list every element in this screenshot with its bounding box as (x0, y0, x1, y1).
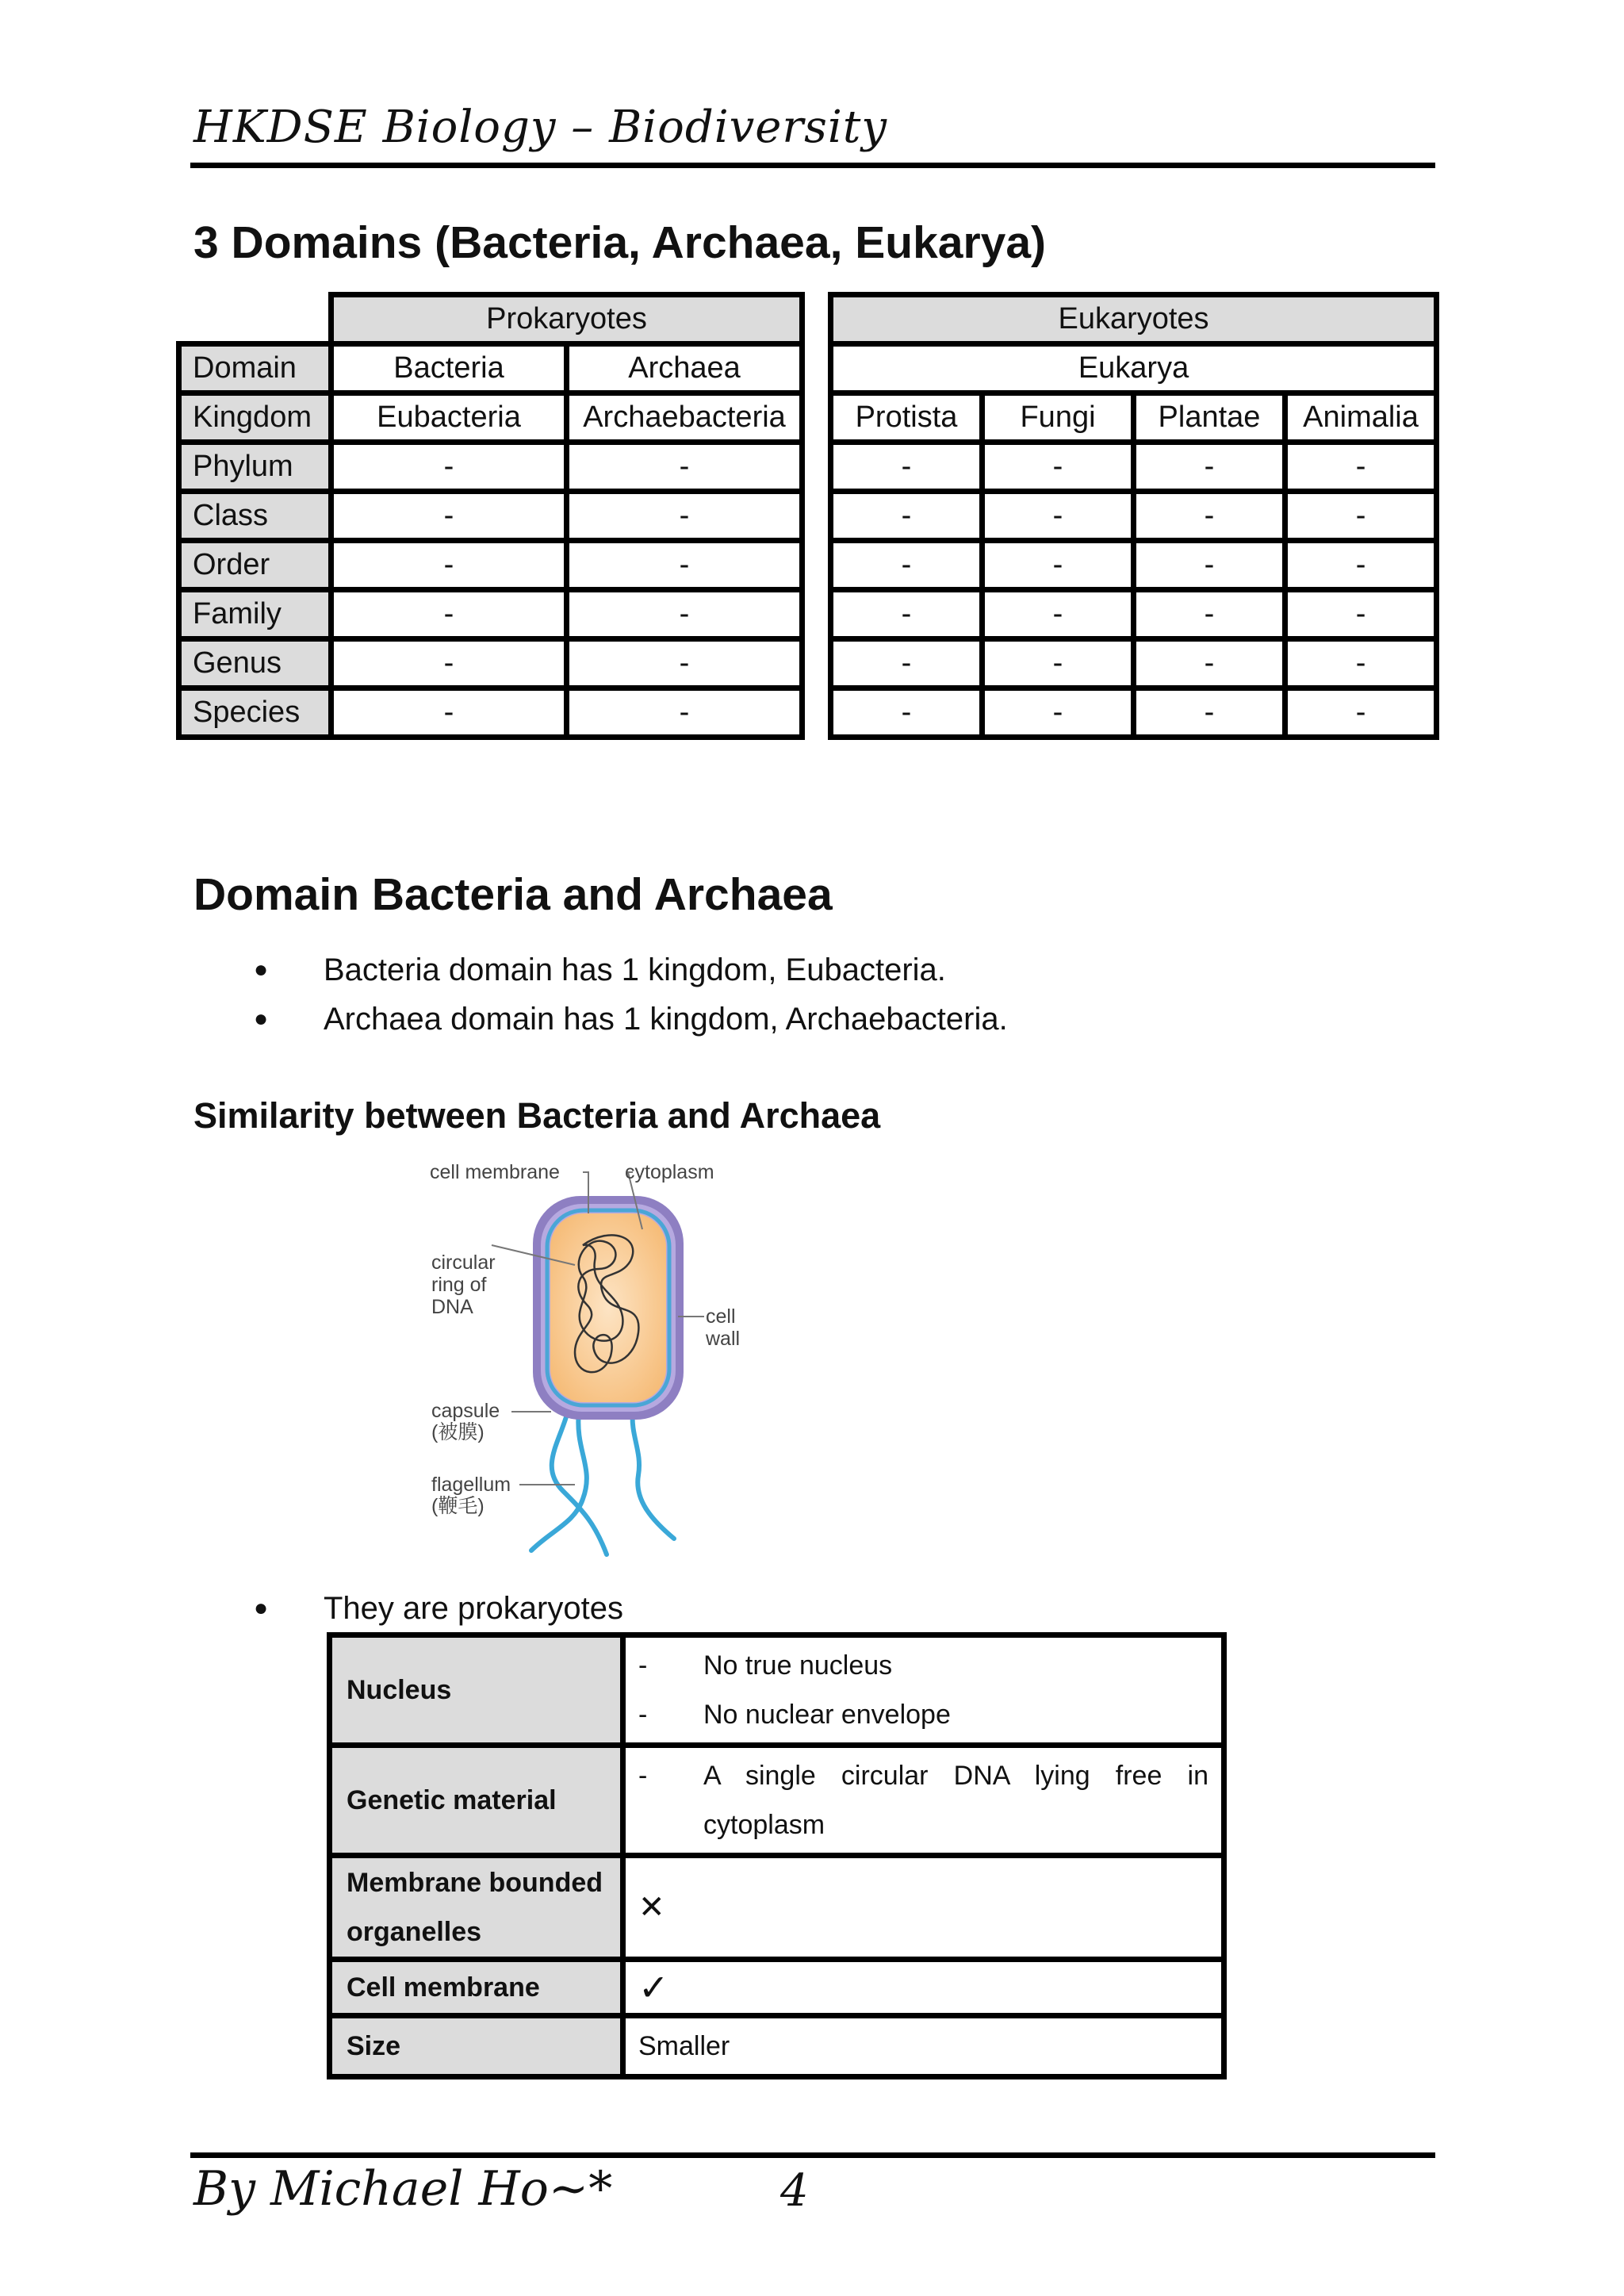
kingdom-cell: Animalia (1285, 393, 1437, 443)
table-cell: - (1285, 688, 1437, 738)
property-label-genetic-material: Genetic material (330, 1746, 623, 1856)
dash-marker: - (638, 1650, 648, 1681)
page-number: 4 (780, 2165, 809, 2217)
table-cell: - (567, 492, 802, 541)
table-row (330, 1960, 1224, 2016)
label-cell: cell (706, 1305, 736, 1328)
table-row (831, 590, 1437, 639)
label-dna: DNA (431, 1296, 473, 1318)
table-row (831, 443, 1437, 492)
table-cell: - (831, 541, 982, 590)
footer-rule (190, 2152, 1435, 2158)
table-cell: - (831, 639, 982, 688)
prokaryote-properties-table (327, 1632, 1227, 2079)
table-cell: - (331, 590, 567, 639)
dash-marker: - (638, 1700, 648, 1730)
property-value-nucleus (623, 1635, 1224, 1746)
label-circular: circular (431, 1251, 496, 1274)
table-row (330, 1856, 1224, 1960)
table-cell: - (567, 590, 802, 639)
label-capsule-zh: (被膜) (431, 1421, 485, 1443)
eukaryote-classification-table (828, 292, 1439, 740)
table-row (179, 541, 802, 590)
check-icon: ✓ (623, 1960, 1224, 2016)
table-cell: - (331, 639, 567, 688)
property-label-cell-membrane: Cell membrane (330, 1960, 623, 2016)
table-cell: Eubacteria (331, 393, 567, 443)
prokaryote-bullet-list (254, 1584, 623, 1633)
group-header-eukaryotes: Eukaryotes (831, 295, 1437, 344)
table-cell: - (567, 443, 802, 492)
table-row (831, 639, 1437, 688)
table-row (179, 492, 802, 541)
table-cell: - (1134, 639, 1285, 688)
table-cell: - (831, 688, 982, 738)
footer-author: By Michael Ho~* (193, 2161, 613, 2217)
rank-label: Species (179, 688, 331, 738)
table-row (831, 688, 1437, 738)
table-row (179, 393, 802, 443)
property-label-organelles (330, 1856, 623, 1960)
table-row (831, 393, 1437, 443)
rank-label: Class (179, 492, 331, 541)
section-heading-similarity: Similarity between Bacteria and Archaea (193, 1095, 881, 1136)
table-cell: - (982, 590, 1134, 639)
cytoplasm-shape (550, 1213, 666, 1402)
header-rule (190, 163, 1435, 168)
table-cell: - (831, 590, 982, 639)
table-cell: - (1134, 492, 1285, 541)
prokaryote-classification-table (176, 292, 805, 740)
table-row (330, 2016, 1224, 2077)
section-heading-bacteria-archaea: Domain Bacteria and Archaea (193, 869, 833, 920)
table-cell: - (567, 688, 802, 738)
kingdom-cell: Fungi (982, 393, 1134, 443)
table-row (179, 344, 802, 393)
empty-corner (179, 295, 331, 344)
table-cell: - (982, 443, 1134, 492)
property-point: A single circular DNA lying free in cytoplasm (703, 1761, 1208, 1840)
label-wall: wall (706, 1328, 741, 1350)
section-heading-domains: 3 Domains (Bacteria, Archaea, Eukarya) (193, 217, 1047, 268)
table-cell: - (982, 492, 1134, 541)
kingdom-bullet-list (254, 945, 1008, 1044)
rank-label: Family (179, 590, 331, 639)
table-cell: - (331, 443, 567, 492)
property-value-genetic-material (623, 1746, 1224, 1856)
table-cell: - (331, 492, 567, 541)
table-row (179, 688, 802, 738)
table-cell: - (331, 541, 567, 590)
table-cell: - (1285, 639, 1437, 688)
label-ring-of: ring of (431, 1274, 487, 1296)
kingdom-cell: Plantae (1134, 393, 1285, 443)
table-cell: - (567, 541, 802, 590)
property-point: No true nucleus (703, 1650, 893, 1681)
list-item: ● They are prokaryotes (254, 1584, 623, 1633)
table-row (831, 492, 1437, 541)
table-cell: - (1285, 590, 1437, 639)
table-cell: Bacteria (331, 344, 567, 393)
table-cell: - (1285, 443, 1437, 492)
table-cell: - (567, 639, 802, 688)
rank-label: Domain (179, 344, 331, 393)
domain-cell-eukarya: Eukarya (831, 344, 1437, 393)
property-value-size: Smaller (623, 2016, 1224, 2077)
rank-label: Kingdom (179, 393, 331, 443)
list-item: ● Archaea domain has 1 kingdom, Archaebacteria. (254, 995, 1008, 1044)
property-label-nucleus: Nucleus (330, 1635, 623, 1746)
table-cell: Archaea (567, 344, 802, 393)
rank-label: Phylum (179, 443, 331, 492)
list-item: ● Bacteria domain has 1 kingdom, Eubacteria. (254, 945, 1008, 995)
label-flagellum-zh: (鞭毛) (431, 1495, 485, 1517)
dash-marker: - (638, 1761, 648, 1791)
table-cell: - (982, 541, 1134, 590)
table-row (330, 1746, 1224, 1856)
table-cell: - (982, 688, 1134, 738)
property-label-line: Membrane bounded (347, 1868, 603, 1898)
table-cell: Archaebacteria (567, 393, 802, 443)
header-title: HKDSE Biology – Biodiversity (193, 102, 887, 153)
rank-label: Order (179, 541, 331, 590)
table-row (179, 639, 802, 688)
property-label-size: Size (330, 2016, 623, 2077)
property-label-line: organelles (347, 1917, 482, 1947)
table-cell: - (331, 688, 567, 738)
table-cell: - (1134, 590, 1285, 639)
table-row (179, 590, 802, 639)
cross-icon: ✕ (623, 1856, 1224, 1960)
table-cell: - (1134, 688, 1285, 738)
kingdom-cell: Protista (831, 393, 982, 443)
table-row (179, 443, 802, 492)
table-cell: - (831, 492, 982, 541)
prokaryote-cell-diagram (412, 1150, 777, 1562)
table-cell: - (1285, 541, 1437, 590)
table-cell: - (982, 639, 1134, 688)
table-cell: - (1285, 492, 1437, 541)
group-header-prokaryotes: Prokaryotes (331, 295, 802, 344)
table-cell: - (1134, 541, 1285, 590)
label-cytoplasm: cytoplasm (625, 1161, 714, 1183)
label-flagellum: flagellum (431, 1474, 511, 1496)
property-point: No nuclear envelope (703, 1700, 951, 1730)
label-capsule: capsule (431, 1400, 500, 1422)
table-row (831, 541, 1437, 590)
table-cell: - (1134, 443, 1285, 492)
flagellum-shape (633, 1412, 674, 1539)
table-cell: - (831, 443, 982, 492)
rank-label: Genus (179, 639, 331, 688)
label-cell-membrane: cell membrane (430, 1161, 560, 1183)
table-row (330, 1635, 1224, 1746)
